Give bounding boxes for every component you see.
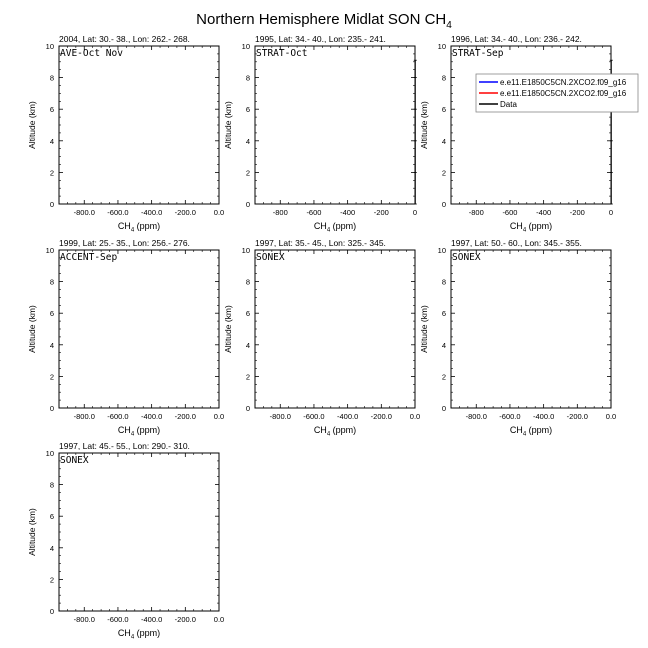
x-tick-label: -200 [569,208,585,217]
y-tick-label: 2 [49,372,54,382]
x-tick-label: -600.0 [303,412,325,421]
y-tick-label: 0 [245,200,250,209]
plot-frame [59,453,219,611]
y-tick-label: 8 [49,73,54,83]
x-axis-title-unit: (ppm) [134,221,161,231]
plot-frame [59,250,219,408]
panel-header: 1995, Lat: 34.- 40., Lon: 235.- 241. [255,34,386,44]
x-tick-label: -400.0 [532,412,555,421]
y-axis-title: Altitude (km) [27,508,37,556]
y-tick-label: 6 [441,105,446,115]
y-tick-label: 8 [441,73,446,83]
plot-frame [451,46,611,204]
y-tick-label: 0 [49,404,54,413]
x-axis-title-unit: (ppm) [526,425,553,435]
x-axis-title-main: CH [117,628,131,638]
x-tick-label: -400.0 [336,412,359,421]
x-tick-label: 0.0 [409,412,421,421]
y-tick-label: 10 [241,246,250,255]
panel-5 [223,238,420,438]
y-tick-label: 4 [441,340,446,350]
y-tick-label: 8 [245,277,250,287]
x-axis-title [510,425,552,438]
panel-header: 1997, Lat: 50.- 60., Lon: 345.- 355. [451,238,582,248]
x-tick-label: -200 [373,208,389,217]
campaign-label: SONEX [60,455,89,466]
x-tick-label: -800.0 [269,412,291,421]
x-axis-title-subscript: 4 [130,431,135,438]
panel-1 [27,34,224,234]
legend-entry: Data [500,100,517,109]
x-axis-title-subscript: 4 [522,431,527,438]
panel-header: 2004, Lat: 30.- 38., Lon: 262.- 268. [59,34,190,44]
y-tick-label: 2 [49,575,54,585]
y-axis-title: Altitude (km) [223,101,233,149]
x-tick-label: 0 [412,208,418,217]
x-tick-label: -600 [306,208,322,217]
x-tick-label: 0.0 [605,412,617,421]
campaign-label: SONEX [256,252,285,263]
x-axis-title-main: CH [313,221,327,231]
y-tick-label: 4 [49,136,54,146]
campaign-label: AVE-Oct Nov [60,48,123,59]
x-tick-label: -200.0 [174,615,196,624]
x-axis-title [118,425,160,438]
x-tick-label: -400 [340,208,356,217]
x-axis-title-unit: (ppm) [134,425,161,435]
y-tick-label: 0 [49,607,54,616]
y-axis-title: Altitude (km) [27,305,37,353]
x-tick-label: -600.0 [107,208,129,217]
y-tick-label: 8 [245,73,250,83]
x-axis-title-subscript: 4 [326,227,331,234]
panels [27,34,638,641]
x-axis-title-unit: (ppm) [134,628,161,638]
figure-title-subscript: 4 [446,20,452,31]
y-tick-label: 10 [437,42,446,51]
plot-frame [255,46,415,204]
y-tick-label: 6 [441,309,446,319]
x-axis-title-unit: (ppm) [330,425,357,435]
x-tick-label: -200.0 [370,412,392,421]
campaign-label: SONEX [452,252,481,263]
x-axis-title-subscript: 4 [130,227,135,234]
panel-header: 1999, Lat: 25.- 35., Lon: 256.- 276. [59,238,190,248]
campaign-label: STRAT-Sep [452,48,504,59]
x-tick-label: -600.0 [107,412,129,421]
plot-frame [451,250,611,408]
x-tick-label: 0.0 [213,615,225,624]
panel-header: 1997, Lat: 45.- 55., Lon: 290.- 310. [59,441,190,451]
y-tick-label: 2 [441,168,446,178]
y-axis-title: Altitude (km) [27,101,37,149]
y-axis-title: Altitude (km) [419,101,429,149]
x-tick-label: -800.0 [73,208,95,217]
x-tick-label: -400.0 [140,208,163,217]
x-tick-label: 0 [608,208,614,217]
x-tick-label: -200.0 [174,208,196,217]
y-tick-label: 2 [441,372,446,382]
y-tick-label: 6 [49,512,54,522]
plot-frame [255,250,415,408]
figure-title-main: Northern Hemisphere Midlat SON CH [196,11,447,28]
x-axis-title-subscript: 4 [522,227,527,234]
x-axis-title [118,628,160,641]
x-tick-label: 0.0 [213,208,225,217]
y-tick-label: 2 [245,168,250,178]
y-tick-label: 6 [245,309,250,319]
y-tick-label: 8 [49,277,54,287]
x-tick-label: -600 [502,208,518,217]
y-tick-label: 4 [245,340,250,350]
x-axis-title-main: CH [509,425,523,435]
y-tick-label: 4 [49,340,54,350]
campaign-label: ACCENT-Sep [60,252,118,263]
x-tick-label: -200.0 [174,412,196,421]
y-tick-label: 8 [49,480,54,490]
y-tick-label: 0 [49,200,54,209]
y-tick-label: 10 [45,246,54,255]
y-tick-label: 10 [437,246,446,255]
panel-header: 1997, Lat: 35.- 45., Lon: 325.- 345. [255,238,386,248]
x-tick-label: -400.0 [140,615,163,624]
x-axis-title-unit: (ppm) [526,221,553,231]
panel-3 [419,34,638,234]
x-tick-label: -200.0 [566,412,588,421]
x-tick-label: -400 [536,208,552,217]
x-tick-label: 0.0 [213,412,225,421]
legend-entry: e.e11.E1850C5CN.2XCO2.f09_g16 [500,89,627,98]
campaign-label: STRAT-Oct [256,48,308,59]
y-tick-label: 10 [45,42,54,51]
x-tick-label: -800 [468,208,484,217]
x-axis-title-subscript: 4 [326,431,331,438]
panel-4 [27,238,224,438]
x-tick-label: -600.0 [499,412,521,421]
x-axis-title-subscript: 4 [130,634,135,641]
plot-frame [59,46,219,204]
x-tick-label: -800 [272,208,288,217]
x-tick-label: -600.0 [107,615,129,624]
panel-7 [27,441,224,641]
y-tick-label: 2 [49,168,54,178]
y-tick-label: 4 [441,136,446,146]
y-tick-label: 8 [441,277,446,287]
x-axis-title [314,221,356,234]
figure-title [196,11,452,31]
x-axis-title-main: CH [313,425,327,435]
x-axis-title [118,221,160,234]
panel-header: 1996, Lat: 34.- 40., Lon: 236.- 242. [451,34,582,44]
x-axis-title [510,221,552,234]
y-tick-label: 0 [245,404,250,413]
y-axis-title: Altitude (km) [419,305,429,353]
legend-entry: e.e11.E1850C5CN.2XCO2.f09_g16 [500,78,627,87]
y-tick-label: 0 [441,404,446,413]
x-axis-title-main: CH [117,425,131,435]
y-tick-label: 2 [245,372,250,382]
y-tick-label: 10 [241,42,250,51]
y-tick-label: 10 [45,449,54,458]
panel-2 [223,34,417,234]
x-tick-label: -800.0 [73,412,95,421]
y-tick-label: 6 [245,105,250,115]
x-tick-label: -800.0 [465,412,487,421]
y-axis-title: Altitude (km) [223,305,233,353]
x-axis-title-main: CH [117,221,131,231]
x-axis-title-main: CH [509,221,523,231]
x-axis-title [314,425,356,438]
y-tick-label: 6 [49,309,54,319]
y-tick-label: 6 [49,105,54,115]
x-axis-title-unit: (ppm) [330,221,357,231]
y-tick-label: 4 [49,543,54,553]
x-tick-label: -400.0 [140,412,163,421]
y-tick-label: 4 [245,136,250,146]
panel-6 [419,238,616,438]
y-tick-label: 0 [441,200,446,209]
x-tick-label: -800.0 [73,615,95,624]
